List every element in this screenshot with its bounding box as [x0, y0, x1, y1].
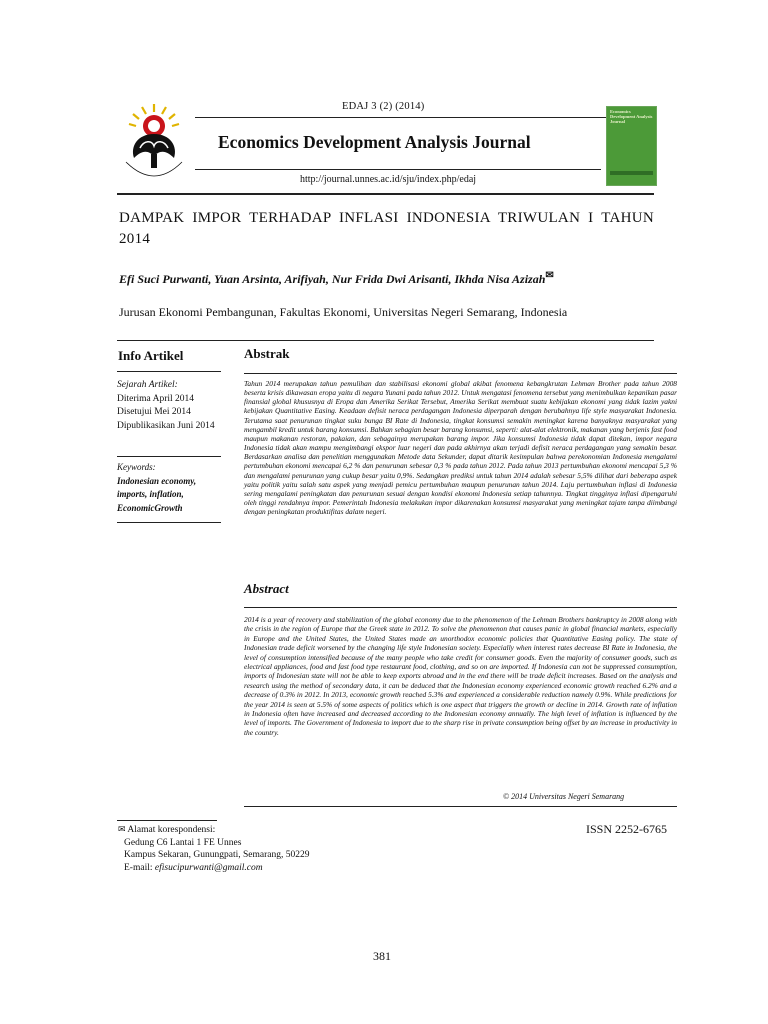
received-date: Diterima April 2014 [117, 393, 195, 404]
info-rule-3 [117, 522, 221, 523]
cover-title: Economics Development Analysis Journal [610, 109, 653, 124]
abstrak-heading: Abstrak [244, 346, 290, 361]
keywords-text: Indonesian economy, imports, inflation, EconomicGrowth [117, 475, 197, 513]
journal-cover-thumbnail [606, 106, 657, 186]
copyright: © 2014 Universitas Negeri Semarang [503, 792, 625, 801]
info-rule [117, 371, 221, 372]
correspondence-address [118, 823, 309, 874]
section-divider [117, 340, 654, 341]
journal-title: Economics Development Analysis Journal [218, 132, 531, 152]
abstract-text: 2014 is a year of recovery and stabilization of the global economy due to the phenomenon of the Lehman Brothers bankruptcy in 2008 along with the crisis in the region of Europe that the Greek state in 2012. To solve the phenomenon that causes panic in global financial markets, especially in Europe and the United States, the United States made an unorthodox economic policies that Quantitative Easing policy. The state of Indonesian trade deficit worsened by the changing life style Indonesian society. Especially when interest rates decrease BI Rate in Indonesia, the level of consumption intensified because of the many people who take credit for consumer goods. Even the majority of consumer goods, such as electrical appliances, food and fast food type restaurant food, clothing, and so on are imported. If Indonesia can not be suppressed consumption, imports of Indonesian state will not be able to keep exports abroad and in the end there will be trade deficit increases. Based on the analysis and research using the method of secondary data, it can be deduced that the Indonesian economy experienced economic growth reached 6.2% and a decrease of 0.3% in 2012. In 2013, economic growth reached 5.3% and experienced a considerable reduction namely 0.9%. While predictions for the year 2014 is seen at 5.5% of some aspects of politics which is one aspect that triggers the growth or decline in 2014. Growth rate of inflation in Indonesia often have increased and decreased according to the Indonesian economy annually. The high level of inflation is influenced by the level of imports. The Government of Indonesia to import due to the sharp rise in private consumption being offset by an increase in productivity in the country. [244, 615, 677, 737]
email-label: E-mail: [124, 862, 153, 873]
issn: ISSN 2252-6765 [586, 822, 668, 836]
abstrak-text: Tahun 2014 merupakan tahun pemulihan dan stabilisasi ekonomi global akibat fenomena kebangkrutan Lehman Brother pada tahun 2008 beserta krisis dikawasan eropa yaitu di negara Yunani pada tahun 2012. Untuk mengatasi fenomena tersebut yang menimbulkan kepanikan pasar finansial global khususnya di Eropa dan Amerika Serikat Tersebut, Amerika Serikat membuat suatu kebijakan ekonomi yang tidak lazim yakni kebijakan Quantitative Easing. Keadaan defisit neraca perdagangan Indonesia diperparah dengan berubahnya life style masyarakat Indonesia. Terutama saat penurunan tingkat suku bunga BI Rate di Indonesia, tingkat konsumsi semakin meningkat karena banyaknya masyarakat yang mengambil kredit untuk barang konsumsi. Bahkan sebagian besar barang konsumsi, seperti: alat-alat elektronik, makanan yang berjenis fast food maupun makanan restoran, pakaian, dan sebagainya merupakan barang impor. Jika konsumsi Indonesia tidak dapat ditekan, impor negara Indonesia tidak akan mampu mengimbangi ekspor luar negeri dan pada akhirnya akan terjadi defisit neraca perdagangan yang semakin besar. Berdasarkan analisa dan penelitian menggunakan Metode data Sekunder, dapat ditarik kesimpulan bahwa perekonomian Indonesia mengalami pertumbuhan ekonomi mencapai 6,2 % dan penurunan sebesar 0,3 % pada tahun 2012. Pada tahun 2013 pertumbuhan ekonomi mencapai 5,3 % dan mengalami penurunan yang cukup besar yaitu 0,9%. Sedangkan prediksi untuk tahun 2014 adalah sebesar 5,5% dilihat dari beberapa aspek yaitu politik yaitu salah satu aspek yang menjadi pemicu pertumbuhan maupun penurunan tahun 2014. Laju pertumbuhan inflasi di Indonesia sering mengalami peningkatan dan penurunan sesuai dengan kondisi ekonomi Indonesia setiap tahunnya. Tingkat tingginya inflasi dipengaruhi oleh tinggi rendahnya impor. Pemerintah Indonesia melakukan impor dikarenakan konsumsi masyarakat yang meningkat tajam tanpa diimbangi dengan peningkatan produktifitas dalam negeri. [244, 379, 677, 517]
abstract-heading: Abstract [244, 581, 289, 596]
header-rule-top [195, 117, 655, 118]
address-line-1: Gedung C6 Lantai 1 FE Unnes [124, 837, 242, 848]
envelope-icon: ✉ [118, 824, 126, 834]
history-label: Sejarah Artikel: [117, 380, 178, 390]
article-title: DAMPAK IMPOR TERHADAP INFLASI INDONESIA TRIWULAN I TAHUN 2014 [119, 210, 654, 247]
authors-text: Efi Suci Purwanti, Yuan Arsinta, Arifiyah, Nur Frida Dwi Arisanti, Ikhda Nisa Azizah [119, 272, 546, 286]
published-date: Dipublikasikan Juni 2014 [117, 420, 215, 431]
info-rule-2 [117, 456, 221, 457]
address-line-2: Kampus Sekaran, Gunungpati, Semarang, 50229 [124, 850, 310, 860]
abstract-bottom-rule [244, 806, 677, 807]
header-rule-bottom [195, 169, 601, 170]
cover-stripe [610, 171, 653, 175]
keywords-label: Keywords: [117, 462, 156, 472]
envelope-icon: ✉ [545, 270, 554, 281]
footnote-rule [117, 820, 217, 821]
info-heading: Info Artikel [118, 348, 184, 363]
email-address[interactable]: efisucipurwanti@gmail.com [154, 862, 263, 873]
corr-label: Alamat korespondensi: [127, 825, 216, 835]
abstract-rule [244, 607, 677, 608]
journal-url[interactable]: http://journal.unnes.ac.id/sju/index.php/edaj [300, 174, 477, 185]
keywords-block [117, 461, 223, 515]
article-history [117, 379, 223, 433]
header-divider [117, 193, 654, 195]
page-number: 381 [373, 949, 391, 963]
journal-volume: EDAJ 3 (2) (2014) [342, 101, 425, 112]
accepted-date: Disetujui Mei 2014 [117, 407, 191, 417]
affiliation: Jurusan Ekonomi Pembangunan, Fakultas Ekonomi, Universitas Negeri Semarang, Indonesia [119, 305, 568, 319]
author-list [119, 270, 554, 287]
abstrak-rule [244, 373, 677, 374]
university-logo [118, 100, 190, 188]
